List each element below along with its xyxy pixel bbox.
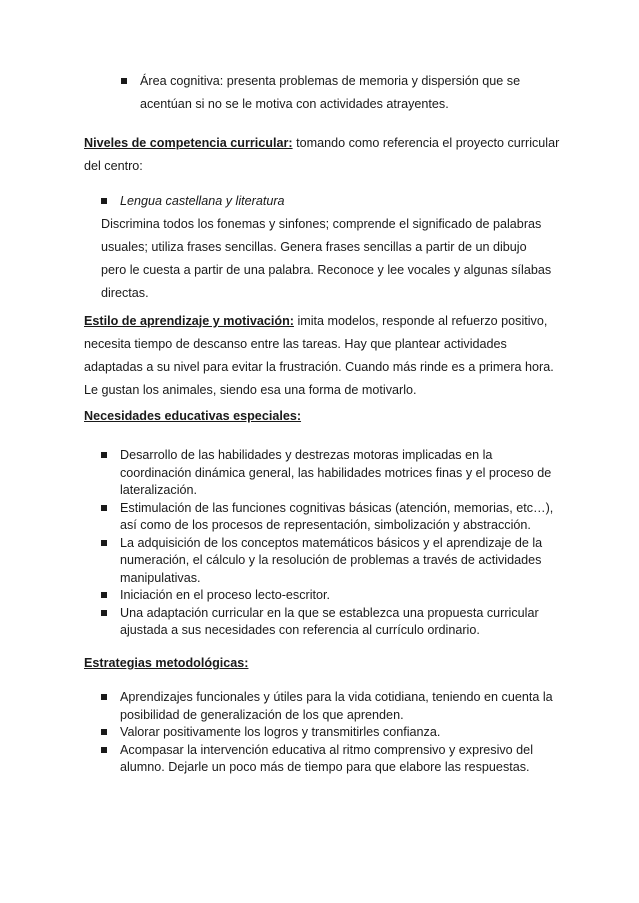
list-item-text: Área cognitiva: presenta problemas de memoria y dispersión que se acentúan si no se le motiva con actividades atrayentes. <box>140 74 521 111</box>
list-item-text: Aprendizajes funcionales y útiles para la vida cotidiana, teniendo en cuenta la posibilidad de generalización de los que aprenden. <box>120 690 553 722</box>
list-item <box>84 535 564 588</box>
necesidades-heading-row <box>84 405 564 428</box>
list-item-text: Valorar positivamente los logros y transmitirles confianza. <box>120 725 441 739</box>
list-item <box>84 447 564 500</box>
bullet-icon <box>101 592 107 598</box>
estilo-text: imita modelos, responde al refuerzo positivo, necesita tiempo de descanso entre las tareas. Hay que plantear actividades adaptadas a su nivel para evitar la frustración. Cuando más rinde es a primera hora. Le gustan los animales, siendo esa una forma de motivarlo. <box>84 314 554 397</box>
list-item-text: La adquisición de los conceptos matemáticos básicos y el aprendizaje de la numeración, el cálculo y la resolución de problemas a través de actividades manipulativas. <box>120 535 543 585</box>
list-item <box>84 724 564 742</box>
bullet-icon <box>101 452 107 458</box>
niveles-text: tomando como referencia el proyecto curricular del centro: <box>84 136 560 173</box>
estilo-paragraph <box>84 310 564 402</box>
list-item <box>84 605 564 640</box>
list-item-text: Estimulación de las funciones cognitivas básicas (atención, memorias, etc…), así como de los procesos de representación, simbolización y abstracción. <box>120 500 554 532</box>
list-item <box>84 587 564 605</box>
bullet-icon <box>101 540 107 546</box>
list-item-text: Iniciación en el proceso lecto-escritor. <box>120 588 330 602</box>
estrategias-heading-row <box>84 652 564 675</box>
bullet-icon <box>101 729 107 735</box>
list-item <box>84 689 564 724</box>
bullet-icon <box>101 505 107 511</box>
necesidades-heading: Necesidades educativas especiales: <box>84 409 302 423</box>
estrategias-list <box>84 689 564 777</box>
bullet-icon <box>101 610 107 616</box>
bullet-icon <box>101 198 107 204</box>
bullet-icon <box>121 78 127 84</box>
list-item-text: Una adaptación curricular en la que se establezca una propuesta curricular ajustada a sus necesidades con referencia al currículo ordinario. <box>120 605 539 637</box>
subject-name: Lengua castellana y literatura <box>120 194 285 208</box>
list-item <box>84 500 564 535</box>
list-item <box>84 70 544 116</box>
intro-list <box>84 70 544 116</box>
list-item-text: Desarrollo de las habilidades y destrezas motoras implicadas en la coordinación dinámica general, las habilidades motrices finas y el proceso de lateralización. <box>120 448 552 497</box>
bullet-icon <box>101 747 107 753</box>
necesidades-list <box>84 447 564 640</box>
estrategias-heading: Estrategias metodológicas: <box>84 656 249 670</box>
list-item <box>84 742 564 777</box>
niveles-heading: Niveles de competencia curricular: <box>84 136 293 150</box>
list-item <box>84 190 554 213</box>
bullet-icon <box>101 694 107 700</box>
list-item-text: Acompasar la intervención educativa al ritmo comprensivo y expresivo del alumno. Dejarle un poco más de tiempo para que elabore las respuestas. <box>120 742 533 774</box>
subject-list <box>84 190 554 305</box>
estilo-heading: Estilo de aprendizaje y motivación: <box>84 314 294 328</box>
subject-description: Discrimina todos los fonemas y sinfones; comprende el significado de palabras usuales; utiliza frases sencillas. Genera frases sencillas a partir de un dibujo pero le cuesta a partir de una palabra. Reconoce y lee vocales y algunas sílabas directas. <box>101 217 552 300</box>
niveles-paragraph <box>84 132 564 178</box>
